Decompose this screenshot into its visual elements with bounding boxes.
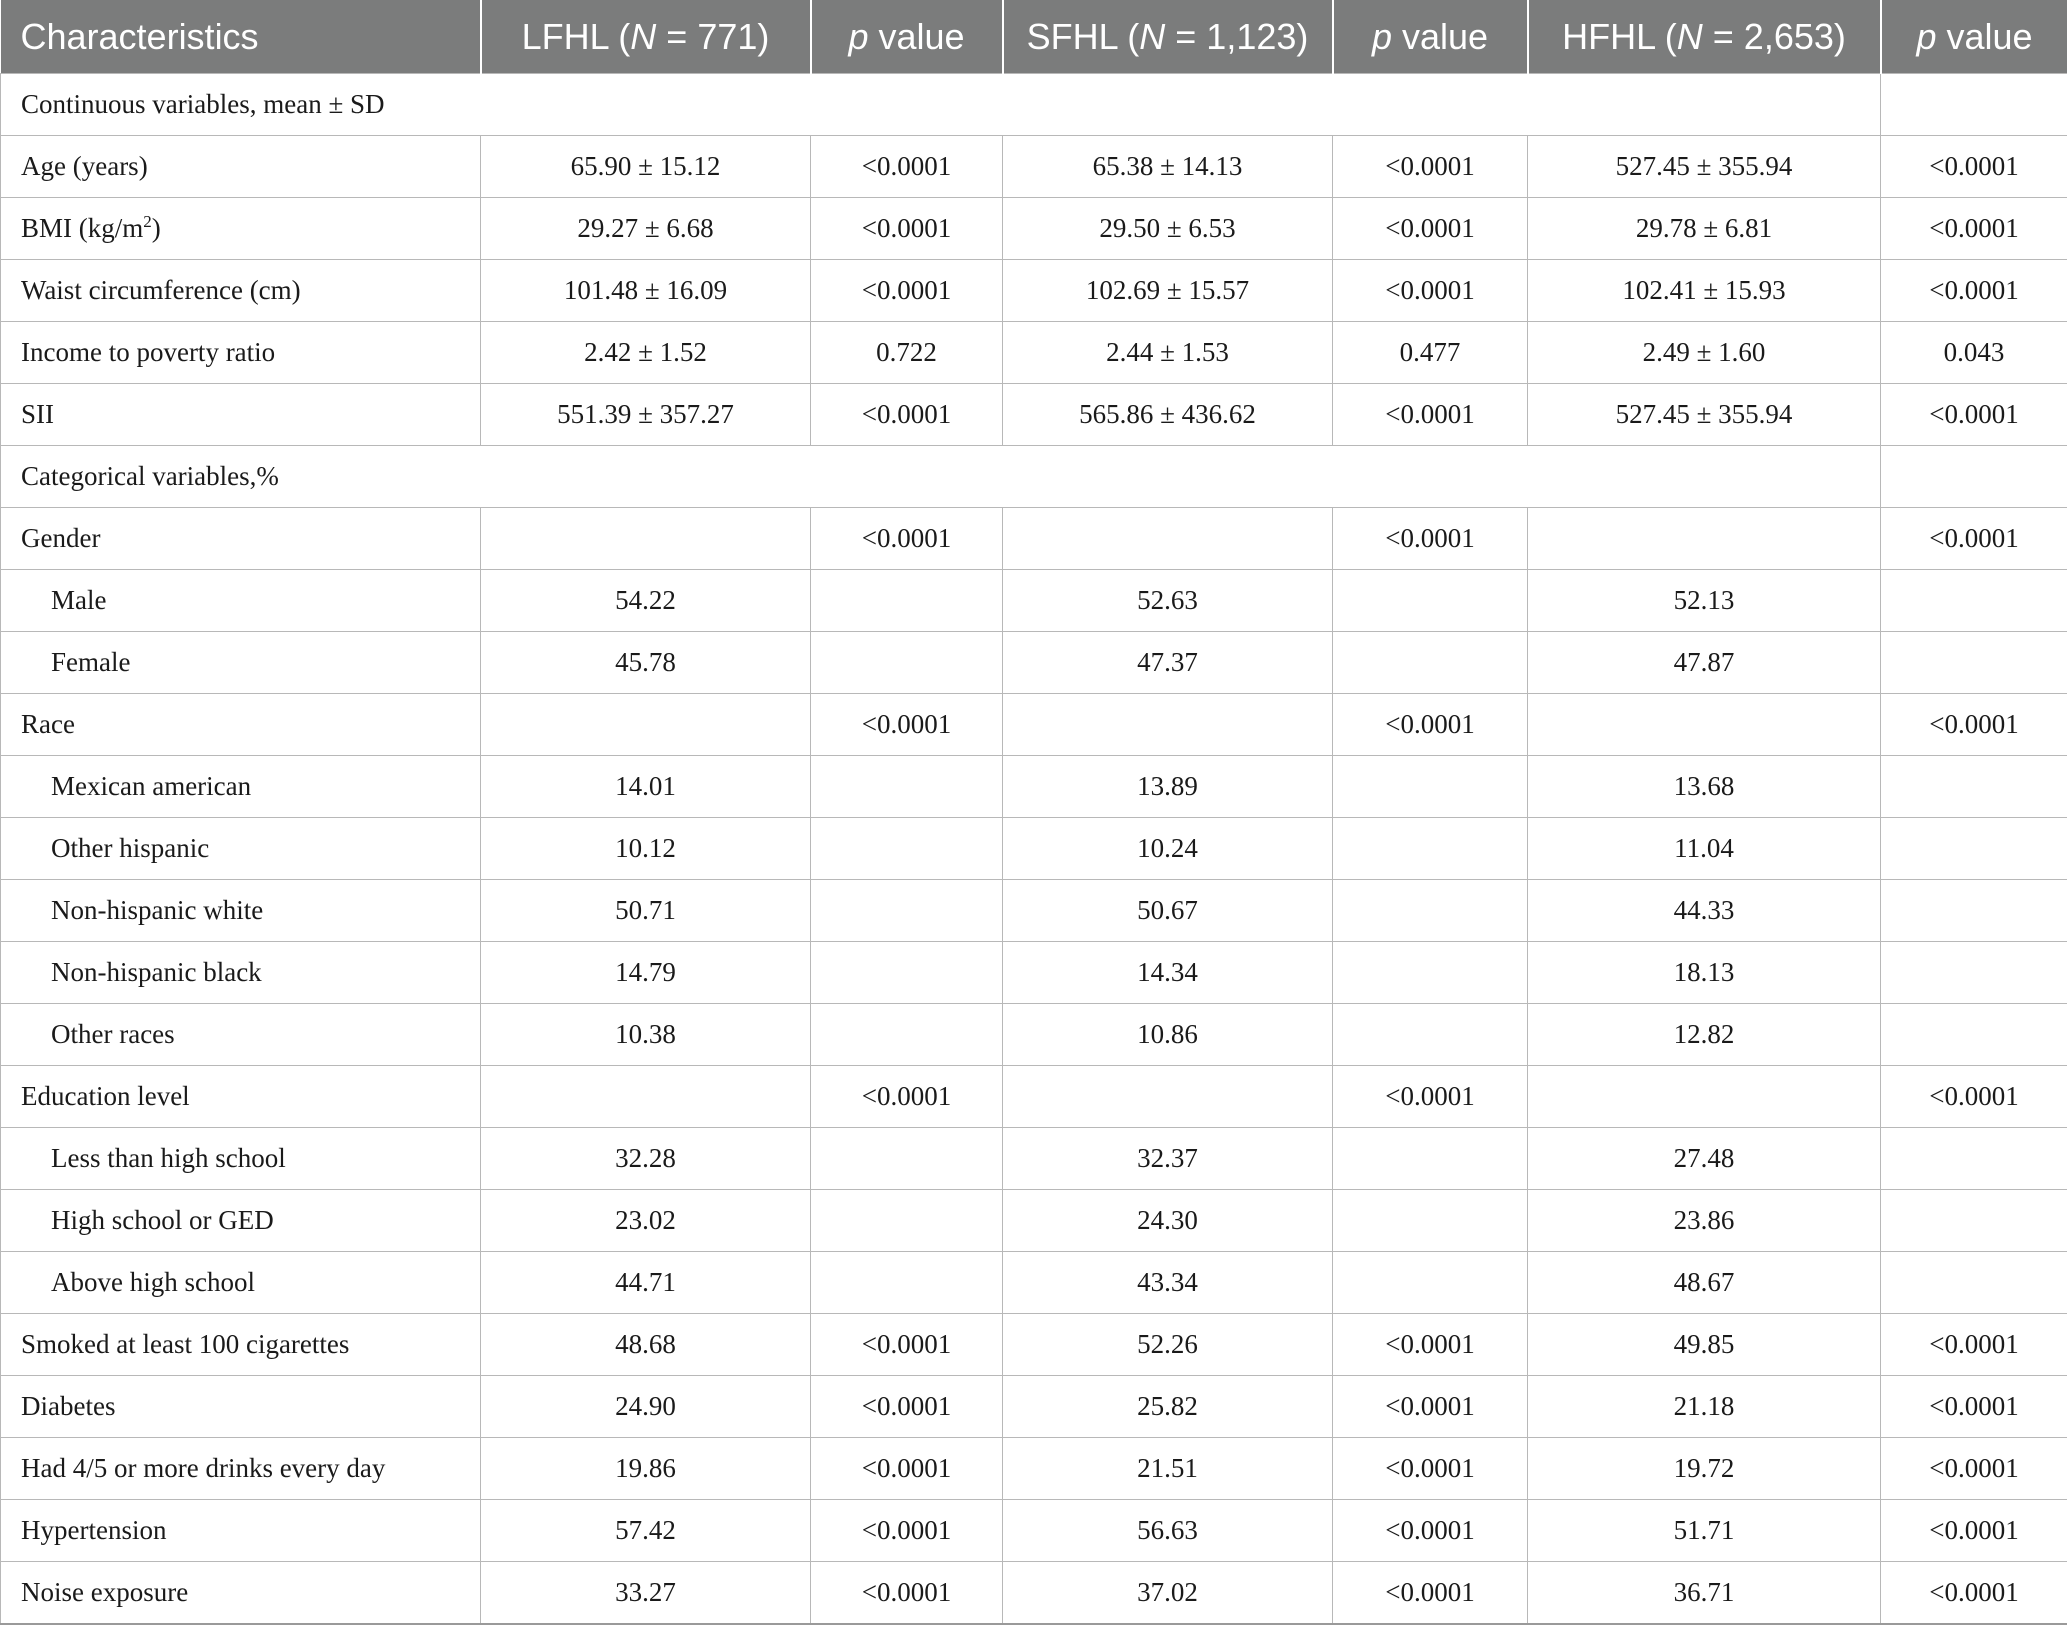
hfhl-value: 36.71 [1528, 1562, 1881, 1625]
sfhl-value: 43.34 [1003, 1252, 1333, 1314]
sfhl-value: 29.50 ± 6.53 [1003, 198, 1333, 260]
row-label: Non-hispanic white [1, 880, 481, 942]
p-value-lfhl [811, 1190, 1003, 1252]
hfhl-value: 27.48 [1528, 1128, 1881, 1190]
hfhl-value: 19.72 [1528, 1438, 1881, 1500]
table-row [1, 1066, 2067, 1128]
p-value-hfhl [1881, 756, 2067, 818]
hfhl-value: 21.18 [1528, 1376, 1881, 1438]
table-row [1, 756, 2067, 818]
table-row [1, 1438, 2067, 1500]
sfhl-value: 21.51 [1003, 1438, 1333, 1500]
p-value-lfhl [811, 818, 1003, 880]
sfhl-value: 13.89 [1003, 756, 1333, 818]
p-value-sfhl: <0.0001 [1333, 384, 1528, 446]
p-value-lfhl: <0.0001 [811, 136, 1003, 198]
table-row [1, 136, 2067, 198]
hfhl-value: 12.82 [1528, 1004, 1881, 1066]
section-empty-cell [1881, 446, 2067, 508]
row-label: Diabetes [1, 1376, 481, 1438]
table-row [1, 880, 2067, 942]
lfhl-value: 2.42 ± 1.52 [481, 322, 811, 384]
hfhl-value: 527.45 ± 355.94 [1528, 136, 1881, 198]
hfhl-value: 49.85 [1528, 1314, 1881, 1376]
p-value-hfhl [1881, 1190, 2067, 1252]
header-hfhl: HFHL (N = 2,653) [1528, 0, 1881, 74]
section-label-continuous: Continuous variables, mean ± SD [1, 74, 1881, 136]
p-value-hfhl: <0.0001 [1881, 1500, 2067, 1562]
sfhl-value: 65.38 ± 14.13 [1003, 136, 1333, 198]
section-empty-cell [1881, 74, 2067, 136]
sfhl-value: 52.26 [1003, 1314, 1333, 1376]
p-value-sfhl [1333, 942, 1528, 1004]
table-row [1, 632, 2067, 694]
p-value-sfhl: 0.477 [1333, 322, 1528, 384]
p-value-hfhl [1881, 880, 2067, 942]
p-value-lfhl: <0.0001 [811, 1500, 1003, 1562]
sfhl-value: 32.37 [1003, 1128, 1333, 1190]
p-value-hfhl: <0.0001 [1881, 508, 2067, 570]
p-value-hfhl: <0.0001 [1881, 1314, 2067, 1376]
p-value-hfhl [1881, 632, 2067, 694]
section-row-categorical [1, 446, 2067, 508]
section-label-categorical: Categorical variables,% [1, 446, 1881, 508]
hfhl-value [1528, 694, 1881, 756]
table-row [1, 384, 2067, 446]
lfhl-value: 10.38 [481, 1004, 811, 1066]
row-label: Education level [1, 1066, 481, 1128]
p-value-lfhl: <0.0001 [811, 694, 1003, 756]
lfhl-value: 48.68 [481, 1314, 811, 1376]
lfhl-value: 45.78 [481, 632, 811, 694]
p-value-lfhl: <0.0001 [811, 1562, 1003, 1625]
row-label: Other hispanic [1, 818, 481, 880]
p-value-sfhl [1333, 1128, 1528, 1190]
p-value-hfhl [1881, 942, 2067, 1004]
lfhl-value: 50.71 [481, 880, 811, 942]
hfhl-value [1528, 508, 1881, 570]
lfhl-value [481, 1066, 811, 1128]
p-value-sfhl [1333, 756, 1528, 818]
p-value-hfhl: <0.0001 [1881, 198, 2067, 260]
lfhl-value: 65.90 ± 15.12 [481, 136, 811, 198]
lfhl-value: 23.02 [481, 1190, 811, 1252]
table-row [1, 1376, 2067, 1438]
row-label: Noise exposure [1, 1562, 481, 1625]
sfhl-value: 24.30 [1003, 1190, 1333, 1252]
p-value-lfhl: <0.0001 [811, 1314, 1003, 1376]
sfhl-value: 52.63 [1003, 570, 1333, 632]
lfhl-value: 54.22 [481, 570, 811, 632]
sfhl-value [1003, 508, 1333, 570]
p-value-lfhl [811, 942, 1003, 1004]
p-value-hfhl: <0.0001 [1881, 694, 2067, 756]
p-value-sfhl: <0.0001 [1333, 1314, 1528, 1376]
row-label: Mexican american [1, 756, 481, 818]
hfhl-value: 52.13 [1528, 570, 1881, 632]
row-label: Less than high school [1, 1128, 481, 1190]
sfhl-value: 565.86 ± 436.62 [1003, 384, 1333, 446]
p-value-sfhl: <0.0001 [1333, 1066, 1528, 1128]
p-value-lfhl: <0.0001 [811, 508, 1003, 570]
header-p-value-sfhl: p value [1333, 0, 1528, 74]
lfhl-value: 101.48 ± 16.09 [481, 260, 811, 322]
hfhl-value: 527.45 ± 355.94 [1528, 384, 1881, 446]
p-value-hfhl: <0.0001 [1881, 260, 2067, 322]
lfhl-value: 44.71 [481, 1252, 811, 1314]
table-row [1, 1314, 2067, 1376]
row-label: Above high school [1, 1252, 481, 1314]
row-label: Hypertension [1, 1500, 481, 1562]
lfhl-value: 29.27 ± 6.68 [481, 198, 811, 260]
p-value-hfhl: 0.043 [1881, 322, 2067, 384]
p-value-sfhl: <0.0001 [1333, 1438, 1528, 1500]
p-value-lfhl [811, 632, 1003, 694]
lfhl-value: 551.39 ± 357.27 [481, 384, 811, 446]
sfhl-value [1003, 1066, 1333, 1128]
sfhl-value: 10.86 [1003, 1004, 1333, 1066]
section-row-continuous [1, 74, 2067, 136]
p-value-hfhl: <0.0001 [1881, 136, 2067, 198]
row-label: High school or GED [1, 1190, 481, 1252]
table-row [1, 694, 2067, 756]
p-value-sfhl [1333, 632, 1528, 694]
row-label: SII [1, 384, 481, 446]
lfhl-value: 14.01 [481, 756, 811, 818]
lfhl-value: 57.42 [481, 1500, 811, 1562]
p-value-lfhl [811, 1004, 1003, 1066]
p-value-sfhl: <0.0001 [1333, 198, 1528, 260]
table-header-row [1, 0, 2067, 74]
p-value-hfhl [1881, 818, 2067, 880]
hfhl-value: 11.04 [1528, 818, 1881, 880]
p-value-hfhl [1881, 1004, 2067, 1066]
row-label: Female [1, 632, 481, 694]
p-value-lfhl [811, 570, 1003, 632]
p-value-lfhl [811, 880, 1003, 942]
p-value-hfhl: <0.0001 [1881, 1438, 2067, 1500]
sfhl-value: 10.24 [1003, 818, 1333, 880]
hfhl-value: 13.68 [1528, 756, 1881, 818]
lfhl-value [481, 694, 811, 756]
p-value-sfhl: <0.0001 [1333, 136, 1528, 198]
table-row [1, 1128, 2067, 1190]
p-value-lfhl: <0.0001 [811, 384, 1003, 446]
row-label: Income to poverty ratio [1, 322, 481, 384]
p-value-lfhl: <0.0001 [811, 1438, 1003, 1500]
hfhl-value: 102.41 ± 15.93 [1528, 260, 1881, 322]
p-value-hfhl: <0.0001 [1881, 1562, 2067, 1625]
p-value-lfhl: <0.0001 [811, 1376, 1003, 1438]
p-value-sfhl: <0.0001 [1333, 1500, 1528, 1562]
row-label: Age (years) [1, 136, 481, 198]
row-label: Other races [1, 1004, 481, 1066]
sfhl-value: 37.02 [1003, 1562, 1333, 1625]
hfhl-value: 44.33 [1528, 880, 1881, 942]
table-row [1, 198, 2067, 260]
sfhl-value: 2.44 ± 1.53 [1003, 322, 1333, 384]
table-row [1, 818, 2067, 880]
row-label: Non-hispanic black [1, 942, 481, 1004]
table-row [1, 1252, 2067, 1314]
row-label: BMI $(kg/m^2)$ [1, 198, 481, 260]
table-row [1, 1004, 2067, 1066]
hfhl-value: 23.86 [1528, 1190, 1881, 1252]
p-value-sfhl [1333, 570, 1528, 632]
hfhl-value [1528, 1066, 1881, 1128]
p-value-sfhl [1333, 818, 1528, 880]
header-characteristics: Characteristics [1, 0, 481, 74]
p-value-sfhl [1333, 1190, 1528, 1252]
header-p-value-lfhl: p value [811, 0, 1003, 74]
hfhl-value: 47.87 [1528, 632, 1881, 694]
sfhl-value: 14.34 [1003, 942, 1333, 1004]
lfhl-value: 14.79 [481, 942, 811, 1004]
table-row [1, 260, 2067, 322]
p-value-sfhl [1333, 880, 1528, 942]
table-row [1, 1190, 2067, 1252]
sfhl-value: 25.82 [1003, 1376, 1333, 1438]
p-value-hfhl: <0.0001 [1881, 384, 2067, 446]
lfhl-value [481, 508, 811, 570]
table-row [1, 570, 2067, 632]
hfhl-value: 18.13 [1528, 942, 1881, 1004]
hfhl-value: 2.49 ± 1.60 [1528, 322, 1881, 384]
p-value-sfhl: <0.0001 [1333, 694, 1528, 756]
sfhl-value: 56.63 [1003, 1500, 1333, 1562]
row-label: Male [1, 570, 481, 632]
p-value-lfhl: <0.0001 [811, 198, 1003, 260]
sfhl-value: 102.69 ± 15.57 [1003, 260, 1333, 322]
p-value-sfhl: <0.0001 [1333, 508, 1528, 570]
sfhl-value [1003, 694, 1333, 756]
row-label: Waist circumference (cm) [1, 260, 481, 322]
p-value-sfhl: <0.0001 [1333, 1562, 1528, 1625]
row-label: Gender [1, 508, 481, 570]
table-row [1, 942, 2067, 1004]
table-row [1, 1562, 2067, 1625]
lfhl-value: 19.86 [481, 1438, 811, 1500]
p-value-hfhl: <0.0001 [1881, 1066, 2067, 1128]
row-label: Race [1, 694, 481, 756]
lfhl-value: 32.28 [481, 1128, 811, 1190]
header-p-value-hfhl: p value [1881, 0, 2067, 74]
row-label: Had 4/5 or more drinks every day [1, 1438, 481, 1500]
p-value-sfhl: <0.0001 [1333, 260, 1528, 322]
table-row [1, 508, 2067, 570]
table-row [1, 1500, 2067, 1562]
hfhl-value: 29.78 ± 6.81 [1528, 198, 1881, 260]
p-value-lfhl [811, 1128, 1003, 1190]
p-value-sfhl [1333, 1004, 1528, 1066]
p-value-lfhl [811, 756, 1003, 818]
p-value-hfhl [1881, 1128, 2067, 1190]
lfhl-value: 33.27 [481, 1562, 811, 1625]
p-value-lfhl: <0.0001 [811, 1066, 1003, 1128]
p-value-hfhl [1881, 570, 2067, 632]
p-value-sfhl: <0.0001 [1333, 1376, 1528, 1438]
header-lfhl: LFHL (N = 771) [481, 0, 811, 74]
lfhl-value: 24.90 [481, 1376, 811, 1438]
row-label: Smoked at least 100 cigarettes [1, 1314, 481, 1376]
hfhl-value: 48.67 [1528, 1252, 1881, 1314]
sfhl-value: 47.37 [1003, 632, 1333, 694]
sfhl-value: 50.67 [1003, 880, 1333, 942]
p-value-sfhl [1333, 1252, 1528, 1314]
lfhl-value: 10.12 [481, 818, 811, 880]
p-value-lfhl: 0.722 [811, 322, 1003, 384]
p-value-lfhl [811, 1252, 1003, 1314]
p-value-hfhl: <0.0001 [1881, 1376, 2067, 1438]
header-sfhl: SFHL (N = 1,123) [1003, 0, 1333, 74]
p-value-lfhl: <0.0001 [811, 260, 1003, 322]
table-row [1, 322, 2067, 384]
hfhl-value: 51.71 [1528, 1500, 1881, 1562]
p-value-hfhl [1881, 1252, 2067, 1314]
